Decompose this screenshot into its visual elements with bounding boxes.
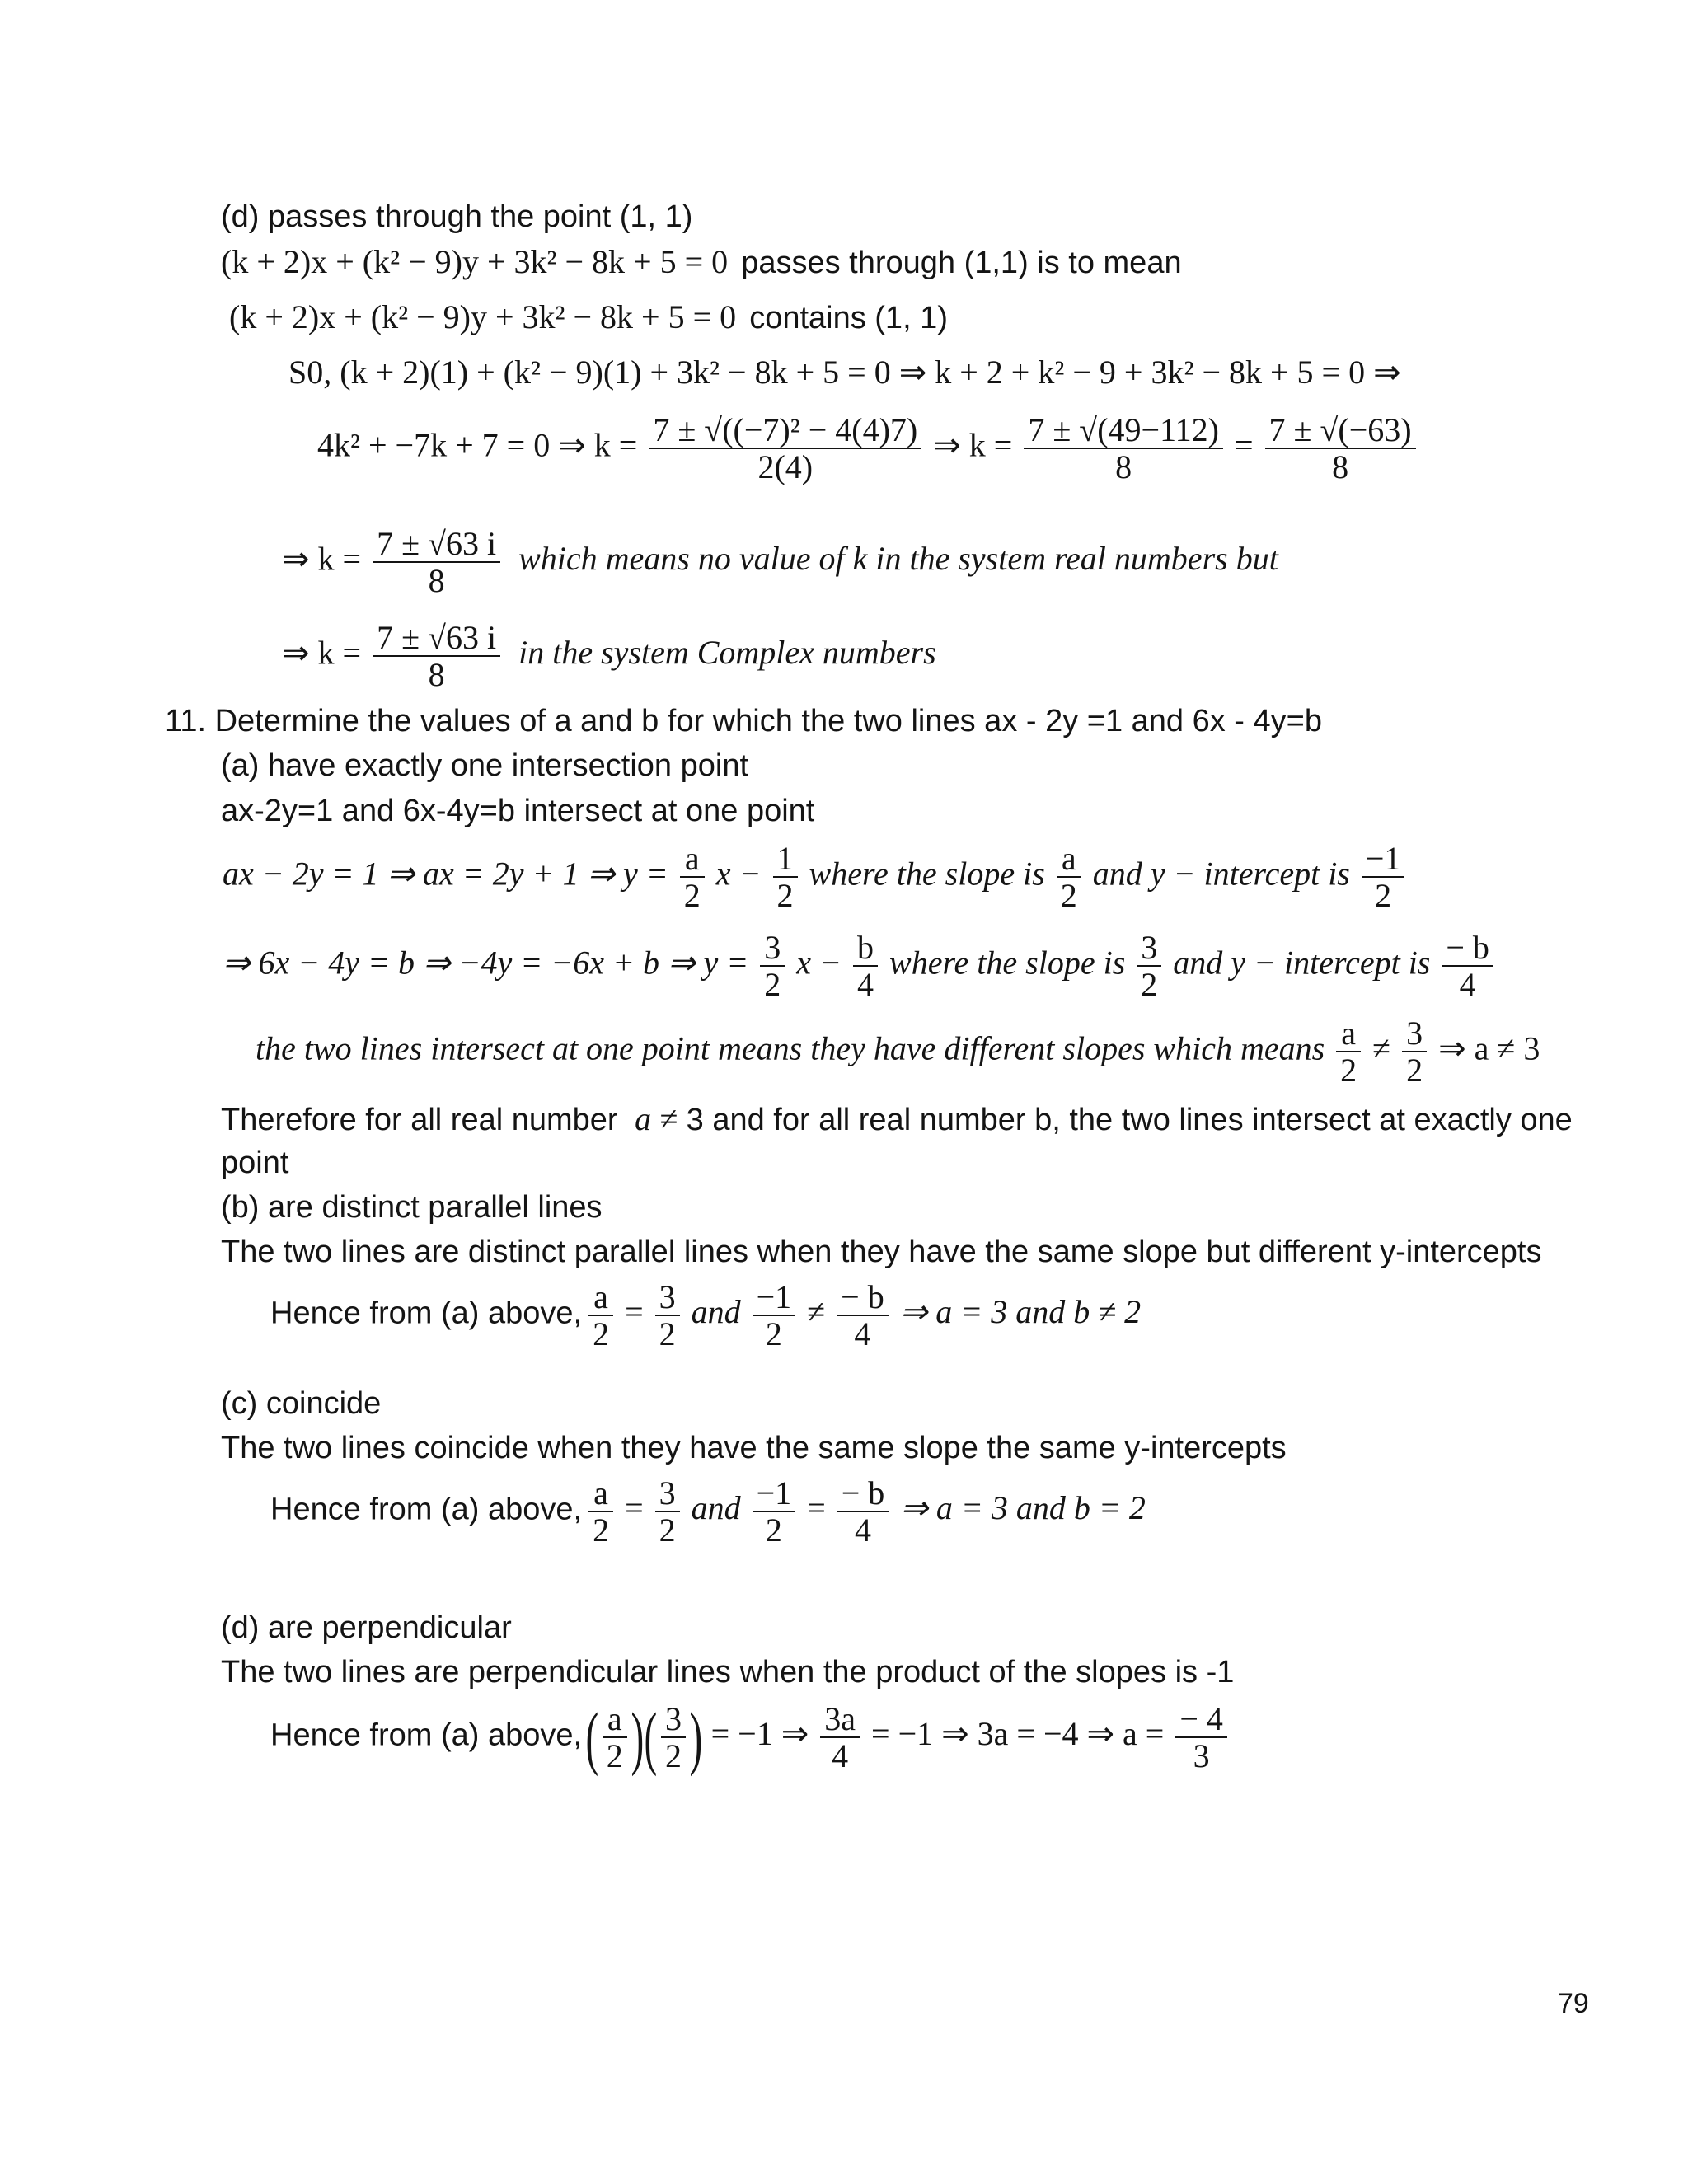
numerator: 7 ± √63 i xyxy=(373,526,500,563)
text-run: and y − intercept is xyxy=(1092,855,1350,893)
q11-d-equation xyxy=(270,1698,1231,1778)
denominator: 2 xyxy=(1141,966,1158,1004)
numerator: 7 ± √(−63) xyxy=(1265,412,1416,449)
q11-c-line: The two lines coincide when they have the same slope the same y-intercepts xyxy=(221,1431,1287,1465)
fraction xyxy=(373,526,500,598)
math-run: x − xyxy=(715,855,762,893)
text-run: and xyxy=(691,1293,741,1331)
denominator: 2 xyxy=(664,1737,682,1775)
math-run: ⇒ a ≠ 3 xyxy=(1438,1029,1540,1067)
math-run: = −1 ⇒ xyxy=(710,1715,809,1753)
fraction xyxy=(773,841,798,913)
math-expression: (k + 2)x + (k² − 9)y + 3k² − 8k + 5 = 0 xyxy=(221,243,729,280)
numerator: − b xyxy=(837,1475,889,1512)
denominator: 4 xyxy=(854,1315,871,1353)
fraction xyxy=(1137,930,1161,1002)
math-run: = −1 ⇒ 3a = −4 ⇒ a = xyxy=(871,1715,1165,1753)
denominator: 2 xyxy=(765,1511,782,1549)
denominator: 2 xyxy=(593,1511,610,1549)
equals-sign: = xyxy=(1234,426,1254,464)
fraction xyxy=(820,1701,860,1774)
numerator: a xyxy=(588,1475,613,1512)
text-run: Hence from (a) above, xyxy=(270,1296,583,1331)
fraction xyxy=(603,1701,627,1774)
numerator: 3 xyxy=(655,1475,680,1512)
denominator: 8 xyxy=(1332,448,1349,486)
fraction xyxy=(588,1279,613,1352)
text-run: Hence from (a) above, xyxy=(270,1492,583,1527)
numerator: −1 xyxy=(753,1475,796,1512)
equation-lead: ⇒ 6x − 4y = b ⇒ −4y = −6x + b ⇒ y = xyxy=(223,944,749,982)
fraction xyxy=(760,930,785,1002)
numerator: a xyxy=(680,841,705,878)
denominator: 2 xyxy=(764,966,781,1004)
part-d-equation-3: S0, (k + 2)(1) + (k² − 9)(1) + 3k² − 8k + 5 = 0 ⇒ k + 2 + k² − 9 + 3k² − 8k + 5 = 0 ⇒ xyxy=(288,354,1401,391)
fraction xyxy=(649,412,921,485)
text-run: where the slope is xyxy=(809,855,1045,893)
numerator: 3a xyxy=(820,1701,860,1738)
math-run: ⇒ a = 3 and b ≠ 2 xyxy=(899,1293,1142,1331)
numerator: 3 xyxy=(760,930,785,967)
numerator: 3 xyxy=(661,1701,686,1738)
not-equal-sign: ≠ xyxy=(807,1293,826,1331)
fraction xyxy=(1336,1015,1361,1088)
denominator: 2 xyxy=(1375,877,1392,915)
q11-a-equation-1 xyxy=(223,841,1408,913)
text-run: which means no value of k in the system real numbers but xyxy=(518,540,1278,578)
right-paren: ) xyxy=(689,1698,703,1778)
numerator: 3 xyxy=(655,1279,680,1316)
numerator: a xyxy=(1057,841,1081,878)
denominator: 8 xyxy=(428,656,445,694)
not-equal-sign: ≠ xyxy=(1372,1029,1391,1067)
part-d-equation-2 xyxy=(229,298,948,335)
numerator: 1 xyxy=(773,841,798,878)
right-paren: ) xyxy=(631,1698,644,1778)
fraction xyxy=(1175,1701,1227,1774)
denominator: 2 xyxy=(606,1737,623,1775)
fraction xyxy=(655,1475,680,1548)
denominator: 2 xyxy=(776,877,794,915)
q11-b-heading: (b) are distinct parallel lines xyxy=(221,1190,603,1225)
q11-c-equation xyxy=(270,1475,1146,1548)
part-d-heading: (d) passes through the point (1, 1) xyxy=(221,199,693,234)
denominator: 2 xyxy=(1340,1052,1357,1090)
numerator: 7 ± √((−7)² − 4(4)7) xyxy=(649,412,921,449)
text-run: in the system Complex numbers xyxy=(518,634,936,672)
fraction xyxy=(753,1279,796,1352)
fraction xyxy=(1402,1015,1427,1088)
equals-sign: = xyxy=(625,1489,644,1527)
text-run: Therefore for all real number xyxy=(221,1103,618,1137)
left-paren: ( xyxy=(585,1698,599,1778)
text-run: and y − intercept is xyxy=(1173,944,1431,982)
denominator: 2 xyxy=(1406,1052,1423,1090)
denominator: 4 xyxy=(857,966,874,1004)
q11-d-line: The two lines are perpendicular lines when the product of the slopes is -1 xyxy=(221,1655,1235,1690)
denominator: 2 xyxy=(593,1315,610,1353)
fraction xyxy=(1024,412,1223,485)
denominator: 2 xyxy=(1060,877,1077,915)
math-expression: (k + 2)x + (k² − 9)y + 3k² − 8k + 5 = 0 xyxy=(229,298,737,335)
fraction xyxy=(1265,412,1416,485)
fraction xyxy=(837,1279,889,1352)
denominator: 2(4) xyxy=(757,448,814,486)
part-d-equation-5 xyxy=(282,526,1278,598)
question-11: 11. Determine the values of a and b for which the two lines ax - 2y =1 and 6x - 4y=b xyxy=(165,704,1322,738)
denominator: 8 xyxy=(428,562,445,600)
fraction xyxy=(680,841,705,913)
fraction xyxy=(373,620,500,692)
fraction xyxy=(661,1701,686,1774)
numerator: 7 ± √(49−112) xyxy=(1024,412,1223,449)
denominator: 3 xyxy=(1193,1737,1210,1775)
numerator: − b xyxy=(837,1279,889,1316)
fraction xyxy=(1442,930,1493,1002)
q11-a-equation-3 xyxy=(256,1015,1540,1088)
q11-a-heading: (a) have exactly one intersection point xyxy=(221,748,749,783)
text-run: where the slope is xyxy=(889,944,1126,982)
q11-a-equation-2 xyxy=(223,930,1497,1002)
text-run: passes through (1,1) is to mean xyxy=(741,246,1182,280)
numerator: 3 xyxy=(1137,930,1161,967)
implies: ⇒ k = xyxy=(933,426,1013,464)
numerator: −1 xyxy=(1362,841,1405,878)
fraction xyxy=(1362,841,1405,913)
q11-b-line: The two lines are distinct parallel lines when they have the same slope but different y-intercepts xyxy=(221,1235,1542,1269)
numerator: a xyxy=(588,1279,613,1316)
numerator: 3 xyxy=(1402,1015,1427,1052)
denominator: 2 xyxy=(659,1511,676,1549)
q11-b-equation xyxy=(270,1279,1141,1352)
equation-lead: ax − 2y = 1 ⇒ ax = 2y + 1 ⇒ y = xyxy=(223,855,668,893)
denominator: 2 xyxy=(659,1315,676,1353)
math-run: x − xyxy=(796,944,842,982)
left-paren: ( xyxy=(644,1698,658,1778)
part-d-equation-6 xyxy=(282,620,936,692)
part-d-equation-4 xyxy=(317,412,1419,485)
denominator: 8 xyxy=(1115,448,1132,486)
q11-a-conclusion xyxy=(221,1100,1573,1137)
equals-sign: = xyxy=(625,1293,644,1331)
text-run: Hence from (a) above, xyxy=(270,1718,583,1753)
q11-d-heading: (d) are perpendicular xyxy=(221,1610,512,1645)
fraction xyxy=(837,1475,889,1548)
equals-sign: = xyxy=(807,1489,826,1527)
q11-a-conclusion-cont: point xyxy=(221,1146,289,1180)
math-run: a ≠ xyxy=(635,1100,678,1137)
equation-lead: ⇒ k = xyxy=(282,540,362,578)
numerator: a xyxy=(1336,1015,1361,1052)
denominator: 4 xyxy=(832,1737,849,1775)
numerator: − b xyxy=(1442,930,1493,967)
math-run: ⇒ a = 3 and b = 2 xyxy=(900,1489,1146,1527)
text-run: and xyxy=(691,1489,741,1527)
numerator: a xyxy=(603,1701,627,1738)
text-run: 3 and for all real number b, the two lines intersect at exactly one xyxy=(686,1103,1573,1137)
q11-a-line: ax-2y=1 and 6x-4y=b intersect at one point xyxy=(221,794,815,828)
text-run: the two lines intersect at one point means they have different slopes which means xyxy=(256,1029,1325,1067)
numerator: b xyxy=(853,930,878,967)
numerator: −1 xyxy=(753,1279,796,1316)
q11-c-heading: (c) coincide xyxy=(221,1386,382,1421)
page-number: 79 xyxy=(1558,1988,1589,2019)
equation-lead: 4k² + −7k + 7 = 0 ⇒ k = xyxy=(317,426,638,464)
fraction xyxy=(1057,841,1081,913)
denominator: 2 xyxy=(765,1315,782,1353)
text-run: contains (1, 1) xyxy=(749,301,948,335)
numerator: 7 ± √63 i xyxy=(373,620,500,657)
denominator: 2 xyxy=(683,877,701,915)
denominator: 4 xyxy=(855,1511,872,1549)
fraction xyxy=(588,1475,613,1548)
fraction xyxy=(753,1475,796,1548)
fraction xyxy=(655,1279,680,1352)
denominator: 4 xyxy=(1459,966,1476,1004)
part-d-equation-1 xyxy=(221,243,1182,280)
fraction xyxy=(853,930,878,1002)
numerator: − 4 xyxy=(1175,1701,1227,1738)
equation-lead: ⇒ k = xyxy=(282,634,362,672)
